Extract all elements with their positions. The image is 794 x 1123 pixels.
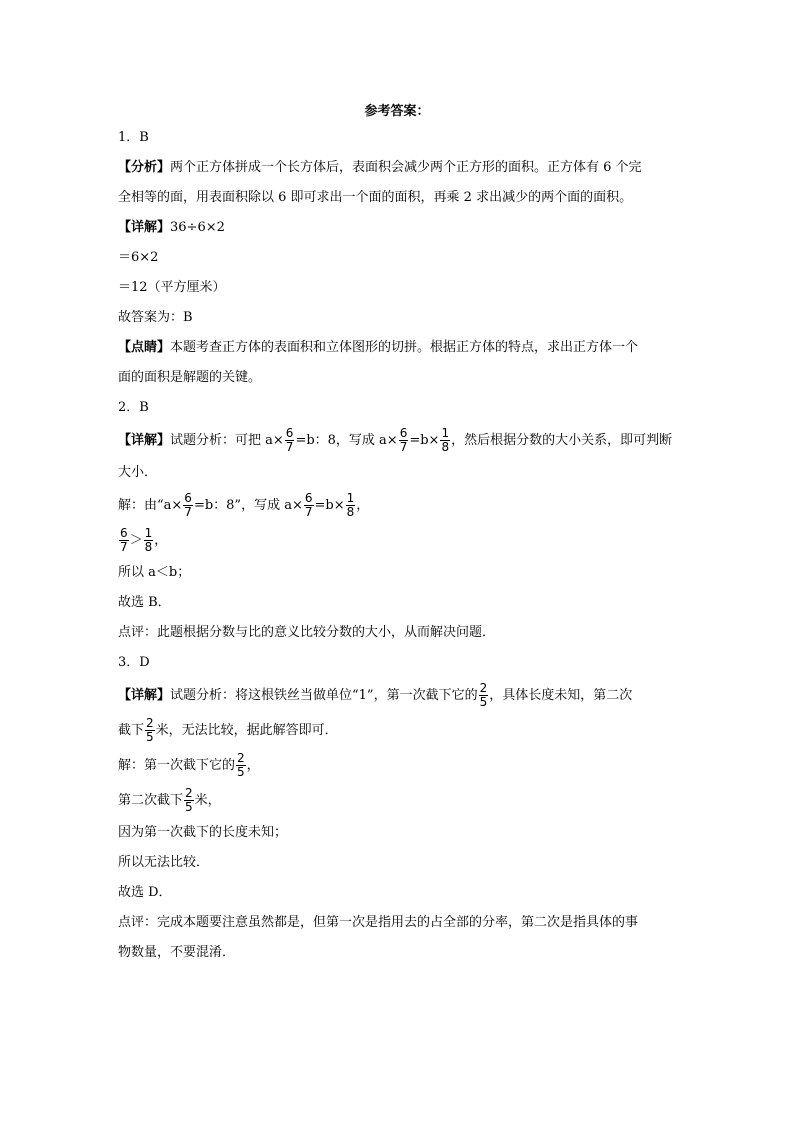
q2-number: 2．B — [118, 400, 149, 415]
q3-solution-line2 — [118, 783, 684, 818]
q2-compare-line — [118, 523, 684, 558]
q2-sol-d: ， — [356, 498, 370, 513]
q1-analysis-line2: 全相等的面，用表面积除以 6 即可求出一个面的面积，再乘 2 求出减少的两个面的面积。 — [118, 190, 633, 205]
q2-sol-c: =b× — [314, 498, 345, 513]
q2-comment: 点评：此题根据分数与比的意义比较分数的大小，从而解决问题． — [118, 625, 496, 640]
q2-detail-line2: 大小． — [118, 465, 158, 480]
q2-sol-b: =b：8”，写成 a× — [193, 498, 303, 513]
q2-so: 所以 a＜b； — [118, 565, 191, 580]
q2-sol-a: 解：由“a× — [118, 498, 183, 513]
q3-detail-tag: 【详解】 — [118, 688, 171, 703]
q3-text-c: 截下 — [118, 723, 145, 738]
q1-note-line2: 面的面积是解题的关键。 — [118, 370, 262, 385]
q3-number: 3．D — [118, 655, 150, 670]
q2-text-c: =b× — [409, 433, 440, 448]
q1-detail-expr: 36÷6×2 — [170, 220, 225, 235]
q2-solution-line — [118, 488, 684, 523]
fraction-1-8: $\frac{1}{8}$ — [144, 526, 153, 554]
q3-detail-line2 — [118, 713, 684, 748]
q3-text-d: 米，无法比较，据此解答即可． — [155, 723, 338, 738]
fraction-6-7: $\frac{6}{7}$ — [120, 526, 128, 554]
q2-text-d: ，然后根据分数的大小关系，即可判断 — [451, 433, 673, 448]
fraction-2-5: $\frac{2}{5}$ — [237, 751, 245, 779]
q2-text-b: =b：8，写成 a× — [295, 433, 398, 448]
q1-analysis-tag: 【分析】 — [118, 160, 171, 175]
q1-note-tag: 【点睛】 — [118, 340, 171, 355]
q1-number: 1．B — [118, 130, 149, 145]
q3-sol1-a: 解：第一次截下它的 — [118, 758, 236, 773]
q3-sol2-b: 米， — [194, 793, 221, 808]
fraction-6-7: $\frac{6}{7}$ — [184, 491, 192, 519]
q3-sol2-a: 第二次截下 — [118, 793, 184, 808]
q3-detail-line1 — [118, 678, 684, 713]
q1-detail-tag: 【详解】 — [118, 220, 171, 235]
q2-greater-sign: ＞ — [129, 533, 143, 548]
q1-note-text1: 本题考查正方体的表面积和立体图形的切拼。根据正方体的特点，求出正方体一个 — [170, 340, 639, 355]
fraction-1-8: $\frac{1}{8}$ — [346, 491, 355, 519]
q2-choose: 故选 B． — [118, 595, 171, 610]
q1-answer: 故答案为：B — [118, 310, 193, 325]
q1-detail-line — [118, 213, 684, 243]
q3-because: 因为第一次截下的长度未知； — [118, 825, 288, 840]
q3-comment-line2: 物数量，不要混淆． — [118, 945, 236, 960]
fraction-6-7: $\frac{6}{7}$ — [285, 426, 294, 454]
q2-text-a: 试题分析：可把 a× — [170, 433, 284, 448]
answer-content — [118, 123, 684, 968]
q1-note-line1 — [118, 333, 684, 363]
q3-text-b: ，具体长度未知，第二次 — [489, 688, 633, 703]
fraction-2-5: $\frac{2}{5}$ — [185, 786, 193, 814]
q3-sol1-b: ， — [246, 758, 260, 773]
q3-choose: 故选 D． — [118, 885, 172, 900]
fraction-2-5: $\frac{2}{5}$ — [146, 716, 154, 744]
page-title: 参考答案： — [364, 104, 430, 119]
fraction-6-7: $\frac{6}{7}$ — [304, 491, 313, 519]
q3-so: 所以无法比较． — [118, 855, 210, 870]
q1-analysis-text1: 两个正方体拼成一个长方体后，表面积会减少两个正方形的面积。正方体有 6 个完 — [170, 160, 642, 175]
q3-comment-line1: 点评：完成本题要注意虽然都是，但第一次是指用去的占全部的分率，第二次是指具体的事 — [118, 915, 639, 930]
q1-step1: ＝6×2 — [118, 250, 159, 265]
q3-solution-line1 — [118, 748, 684, 783]
q2-compare-end: ， — [154, 533, 168, 548]
q1-step2: ＝12（平方厘米） — [118, 280, 226, 295]
q2-detail-tag: 【详解】 — [118, 433, 171, 448]
fraction-6-7: $\frac{6}{7}$ — [399, 426, 408, 454]
fraction-1-8: $\frac{1}{8}$ — [441, 426, 450, 454]
q2-detail-line1 — [118, 423, 684, 458]
fraction-2-5: $\frac{2}{5}$ — [479, 681, 488, 709]
q1-analysis-line1 — [118, 153, 684, 183]
q3-text-a: 试题分析：将这根铁丝当做单位“1”，第一次截下它的 — [170, 688, 478, 703]
